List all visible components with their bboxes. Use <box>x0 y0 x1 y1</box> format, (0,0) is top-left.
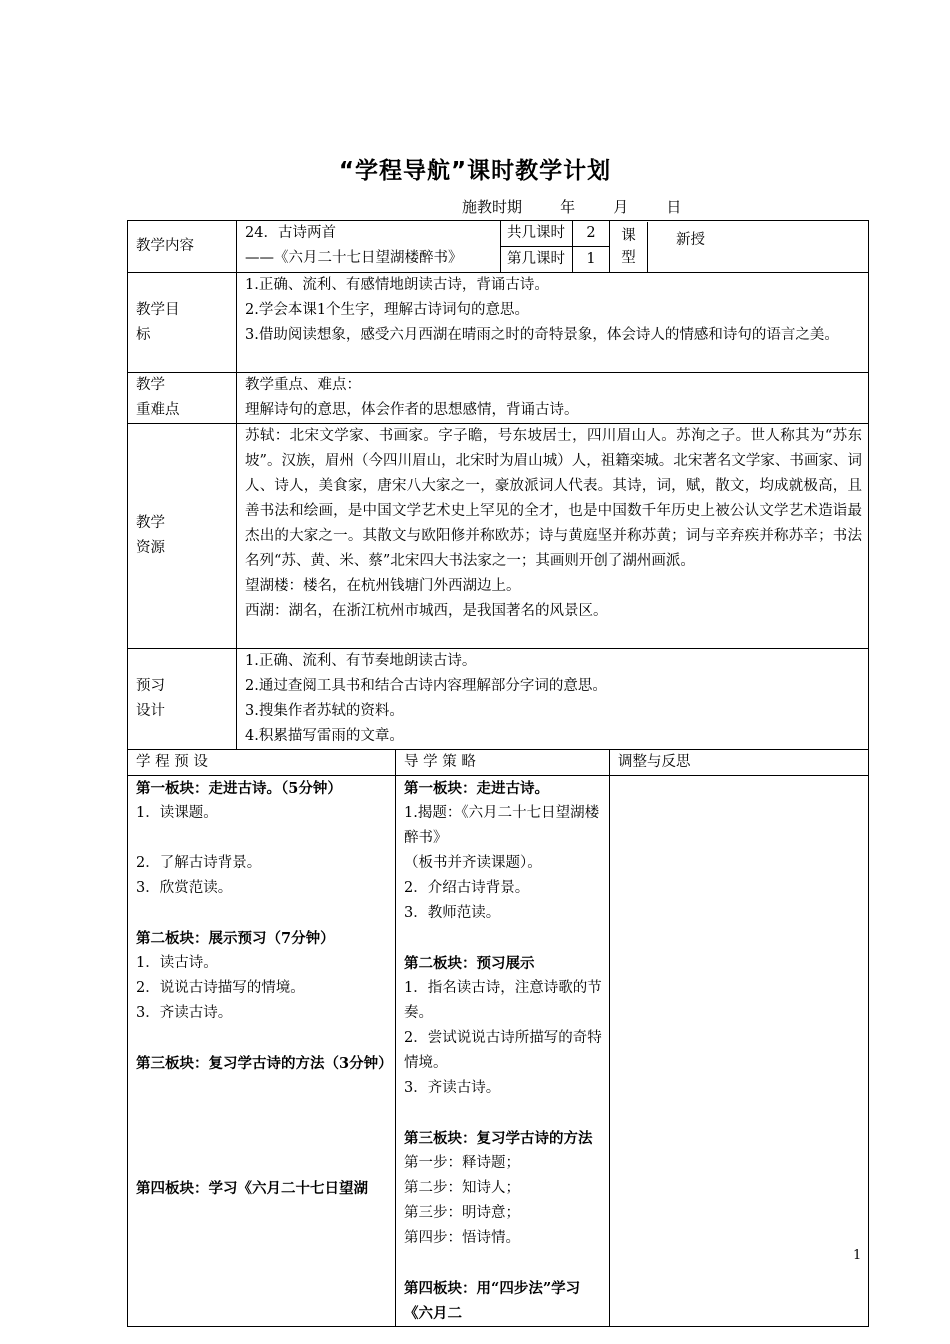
teacher-section-4-title: 第四板块：用“四步法”学习《六月二 <box>404 1280 581 1322</box>
student-section-1-title: 第一板块：走进古诗。（5分钟） <box>136 780 342 797</box>
teacher-item: 第一步：释诗题； <box>404 1155 520 1171</box>
resources-paragraph-3: 西湖：湖名，在浙江杭州市城西，是我国著名的风景区。 <box>245 603 608 619</box>
student-item: 1．读课题。 <box>136 805 218 821</box>
key-points-label-1: 教学 <box>136 377 165 393</box>
preview-item: 4.积累描写雷雨的文章。 <box>245 728 404 744</box>
page-number: 1 <box>853 1248 862 1263</box>
teacher-item: 第三步：明诗意； <box>404 1205 520 1221</box>
teacher-item: （板书并齐读课题）。 <box>404 855 542 871</box>
teacher-item: 3．齐读古诗。 <box>404 1080 501 1096</box>
key-points-line-2: 理解诗句的意思，体会作者的思想感情，背诵古诗。 <box>245 402 579 418</box>
preview-item: 3.搜集作者苏轼的资料。 <box>245 703 404 719</box>
key-points-label <box>128 373 237 424</box>
key-points-label-2: 重难点 <box>136 402 180 418</box>
teacher-item: 1．指名读古诗，注意诗歌的节奏。 <box>404 980 602 1021</box>
type-value: 新授 <box>676 231 705 248</box>
preview-item: 2.通过查阅工具书和结合古诗内容理解部分字词的意思。 <box>245 678 607 694</box>
key-points-line-1: 教学重点、难点： <box>245 377 361 393</box>
resources-label-1: 教学 <box>136 515 165 531</box>
student-item: 3．齐读古诗。 <box>136 1005 233 1021</box>
goal-item: 3.借助阅读想象，感受六月西湖在晴雨之时的奇特景象，体会诗人的情感和诗句的语言之美。 <box>245 327 839 343</box>
goals-label-2: 标 <box>136 326 151 343</box>
student-plan-column <box>128 776 396 1327</box>
teacher-item: 3．教师范读。 <box>404 905 501 921</box>
content-label: 教学内容 <box>128 221 237 273</box>
student-item: 1．读古诗。 <box>136 955 218 971</box>
resources-content <box>237 424 869 649</box>
content-line-1: 24．古诗两首 <box>245 225 336 241</box>
teacher-item: 2．尝试说说古诗所描写的奇特情境。 <box>404 1030 602 1071</box>
document-title: “学程导航”课时教学计划 <box>338 158 612 184</box>
teacher-section-3-title: 第三板块：复习学古诗的方法 <box>404 1130 593 1147</box>
student-section-2-title: 第二板块：展示预习（7分钟） <box>136 930 335 947</box>
teacher-section-1-title: 第一板块：走进古诗。 <box>404 780 549 797</box>
teacher-item: 第二步：知诗人； <box>404 1180 520 1196</box>
key-points-content <box>237 373 869 424</box>
resources-paragraph-1: 苏轼：北宋文学家、书画家。字子瞻，号东坡居士，四川眉山人。苏洵之子。世人称其为“苏东坡”。汉族，眉州（今四川眉山，北宋时为眉山城）人，祖籍栾城。北宋著名文学家、书画家、词人、诗人，美食家，唐宋八大家之一，豪放派词人代表。其诗，词，赋，散文，均成就极高，且善书法和绘画，是中国文学艺术史上罕见的全才，也是中国数千年历史上被公认文学艺术造诣最杰出的大家之一。其散文与欧阳修并称欧苏；诗与黄庭坚并称苏黄；词与辛弃疾并称苏辛；书法名列“苏、黄、米、蔡”北宋四大书法家之一；其画则开创了湖州画派。 <box>245 428 862 569</box>
preview-label-1: 预习 <box>136 678 165 694</box>
type-label-1: 课 <box>621 227 636 244</box>
teacher-item: 1.揭题：《六月二十七日望湖楼醉书》 <box>404 805 600 846</box>
lesson-plan-table <box>127 220 869 1327</box>
resources-label <box>128 424 237 649</box>
type-label <box>610 222 648 272</box>
goal-item: 2.学会本课1个生字，理解古诗词句的意思。 <box>245 302 530 318</box>
total-lessons-label: 共几课时 <box>501 221 573 247</box>
goals-label-1: 教学目 <box>136 301 180 318</box>
student-section-4-title: 第四板块：学习《六月二十七日望湖 <box>136 1180 368 1197</box>
goal-item: 1.正确、流利、有感情地朗读古诗，背诵古诗。 <box>245 277 549 293</box>
goals-label <box>128 273 237 373</box>
lesson-no-label: 第几课时 <box>501 247 573 273</box>
content-value <box>237 221 501 273</box>
date-line: 施教时期 年 月 日 <box>462 198 682 216</box>
teacher-item: 2．介绍古诗背景。 <box>404 880 530 896</box>
column-header-reflection: 调整与反思 <box>610 750 869 776</box>
content-line-2: ——《六月二十七日望湖楼醉书》 <box>245 250 463 266</box>
resources-paragraph-2: 望湖楼：楼名，在杭州钱塘门外西湖边上。 <box>245 578 521 594</box>
student-section-3-title: 第三板块：复习学古诗的方法（3分钟） <box>136 1055 393 1072</box>
teacher-item: 第四步：悟诗情。 <box>404 1230 520 1246</box>
column-header-student: 学 程 预 设 <box>128 750 396 776</box>
goals-content <box>237 273 869 373</box>
resources-label-2: 资源 <box>136 540 165 556</box>
preview-content <box>237 649 869 750</box>
lesson-type-cell <box>610 221 869 273</box>
column-header-teacher: 导 学 策 略 <box>396 750 610 776</box>
reflection-column <box>610 776 869 1327</box>
preview-item: 1.正确、流利、有节奏地朗读古诗。 <box>245 653 477 669</box>
student-item: 2．说说古诗描写的情境。 <box>136 980 305 996</box>
student-item: 2．了解古诗背景。 <box>136 855 262 871</box>
total-lessons-value: 2 <box>573 221 610 247</box>
preview-label <box>128 649 237 750</box>
lesson-no-value: 1 <box>573 247 610 273</box>
student-item: 3．欣赏范读。 <box>136 880 233 896</box>
type-label-2: 型 <box>621 249 636 266</box>
preview-label-2: 设计 <box>136 703 165 719</box>
teacher-plan-column <box>396 776 610 1327</box>
teacher-section-2-title: 第二板块：预习展示 <box>404 955 535 972</box>
